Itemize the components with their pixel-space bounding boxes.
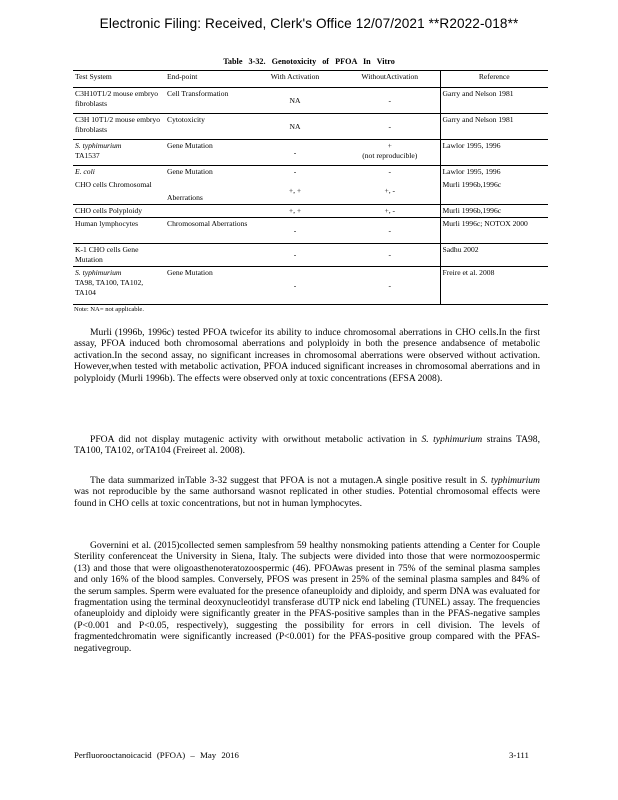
page-header: Electronic Filing: Received, Clerk's Office 12/07/2021 **R2022-018** bbox=[99, 16, 519, 31]
cell-without: - bbox=[340, 267, 440, 305]
cell-reference: Murli 1996b,1996c bbox=[440, 205, 548, 218]
cell-system: S. typhimurium TA1537 bbox=[73, 140, 165, 166]
cell-endpoint: Chromosomal Aberrations bbox=[167, 219, 248, 228]
col-with-activation: With Activation bbox=[250, 71, 340, 88]
table-row bbox=[73, 140, 548, 166]
cell-without: + (not reproducible) bbox=[340, 140, 440, 166]
table-title: Table 3-32. Genotoxicity of PFOA In Vitro bbox=[223, 57, 395, 66]
cell-with: +, + bbox=[250, 205, 340, 218]
cell-endpoint: Gene Mutation bbox=[165, 140, 250, 166]
paragraph: The data summarized inTable 3-32 suggest that PFOA is not a mutagen.A single positive result in S. typhimurium was not reproducible by the same authorsand wasnot replicated in other studies. Potential chromosomal effects were found in CHO cells at toxic concentrations, but not in human lymphocytes. bbox=[74, 475, 540, 509]
table-note: Note: NA= not applicable. bbox=[74, 306, 145, 313]
table-row bbox=[73, 179, 548, 205]
cell-system: Human lymphocytes bbox=[75, 219, 139, 228]
cell-endpoint bbox=[165, 205, 250, 218]
paragraph: PFOA did not display mutagenic activity with orwithout metabolic activation in S. typhimurium strains TA98, TA100, TA102, orTA104 (Freireet al. 2008). bbox=[74, 434, 540, 457]
table-row bbox=[73, 205, 548, 218]
cell-with: - bbox=[250, 267, 340, 305]
table-row bbox=[73, 267, 548, 305]
genotoxicity-table bbox=[73, 70, 548, 305]
page-number: 3-111 bbox=[509, 750, 529, 760]
cell-system: C3H10T1/2 mouse embryo fibroblasts bbox=[75, 89, 159, 108]
cell-endpoint: Cell Transformation bbox=[167, 89, 229, 98]
cell-with: NA bbox=[250, 114, 340, 140]
cell-with: - bbox=[250, 140, 340, 166]
cell-reference: Lawlor 1995, 1996 bbox=[440, 166, 548, 179]
cell-endpoint: Cytotoxicity bbox=[165, 114, 250, 140]
cell-without: - bbox=[340, 166, 440, 179]
cell-endpoint: Gene Mutation bbox=[165, 267, 250, 305]
cell-system: CHO cells Polyploidy bbox=[73, 205, 165, 218]
table-row bbox=[73, 114, 548, 140]
cell-system: E. coli bbox=[73, 166, 165, 179]
table-header-row bbox=[73, 71, 548, 88]
cell-without: +, - bbox=[340, 205, 440, 218]
col-reference: Reference bbox=[440, 71, 548, 88]
cell-endpoint bbox=[165, 244, 250, 267]
footer-title: Perfluorooctanoicacid (PFOA) – May 2016 bbox=[74, 750, 239, 760]
cell-reference: Sadhu 2002 bbox=[440, 244, 548, 267]
col-endpoint: End-point bbox=[165, 71, 250, 88]
cell-with: +, + bbox=[288, 186, 302, 196]
cell-without: +, - bbox=[384, 186, 396, 196]
col-without-activation: WithoutActivation bbox=[340, 71, 440, 88]
paragraph: Murli (1996b, 1996c) tested PFOA twicefor its ability to induce chromosomal aberrations in CHO cells.In the first assay, PFOA induced both chromosomal aberrations and polyploidy in both the presence andabsence of metabolic activation.In the second assay, no significant increases in chromosomal aberrations were observed without activation. However,when tested with metabolic activation, PFOA induced significant increases in chromosomal aberrations and in polyploidy (Murli 1996b). The effects were observed only at toxic concentrations (EFSA 2008). bbox=[74, 327, 540, 384]
cell-system: C3H 10T1/2 mouse embryo fibroblasts bbox=[73, 114, 165, 140]
cell-reference: Murli 1996b,1996c bbox=[440, 179, 548, 205]
cell-reference: Lawlor 1995, 1996 bbox=[440, 140, 548, 166]
cell-without: - bbox=[340, 244, 440, 267]
table-row bbox=[73, 88, 548, 114]
cell-reference: Murli 1996c; NOTOX 2000 bbox=[440, 218, 548, 244]
cell-reference: Freire et al. 2008 bbox=[440, 267, 548, 305]
paragraph: Governini et al. (2015)collected semen samplesfrom 59 healthy nonsmoking patients attending a Center for Couple Sterility conferenceat the University in Siena, Italy. The subjects were divided into those that were normozoospermic (13) and those that were oligoasthenoteratozoospermic (46). PFOAwas present in 75% of the seminal plasma samples and only 16% of the blood samples. Conversely, PFOS was present in 25% of the seminal plasma samples and 84% of the serum samples. Sperm were evaluated for the presence ofaneuploidy and diploidy, and sperm DNA was evaluated for fragmentation using the terminal deoxynucleotidyl transferase dUTP nick end labeling (TUNEL) assay. The frequencies ofaneuploidy and diploidy were significantly greater in the PFAS-positive samples than in the PFAS-negative samples (P<0.001 and P<0.05, respectively), suggesting the possibility for errors in cell division. The levels of fragmentedchromatin were significantly increased (P<0.001) for the PFAS-positive group compared with the PFAS-negativegroup. bbox=[74, 540, 540, 654]
table-row bbox=[73, 244, 548, 267]
cell-system: S. typhimurium TA98, TA100, TA102, TA104 bbox=[73, 267, 165, 305]
cell-reference: Garry and Nelson 1981 bbox=[440, 88, 548, 114]
cell-with: - bbox=[250, 166, 340, 179]
cell-system: K-1 CHO cells Gene Mutation bbox=[73, 244, 165, 267]
table-row bbox=[73, 166, 548, 179]
cell-reference: Garry and Nelson 1981 bbox=[440, 114, 548, 140]
cell-with: - bbox=[293, 225, 297, 235]
cell-without: - bbox=[388, 225, 392, 235]
cell-with: NA bbox=[289, 95, 301, 105]
table-row bbox=[73, 218, 548, 244]
cell-without: - bbox=[340, 114, 440, 140]
cell-endpoint: Aberrations bbox=[167, 193, 203, 202]
col-test-system: Test System bbox=[73, 71, 165, 88]
cell-without: - bbox=[388, 95, 392, 105]
cell-with: - bbox=[250, 244, 340, 267]
cell-system: CHO cells Chromosomal bbox=[75, 179, 152, 189]
cell-endpoint: Gene Mutation bbox=[165, 166, 250, 179]
